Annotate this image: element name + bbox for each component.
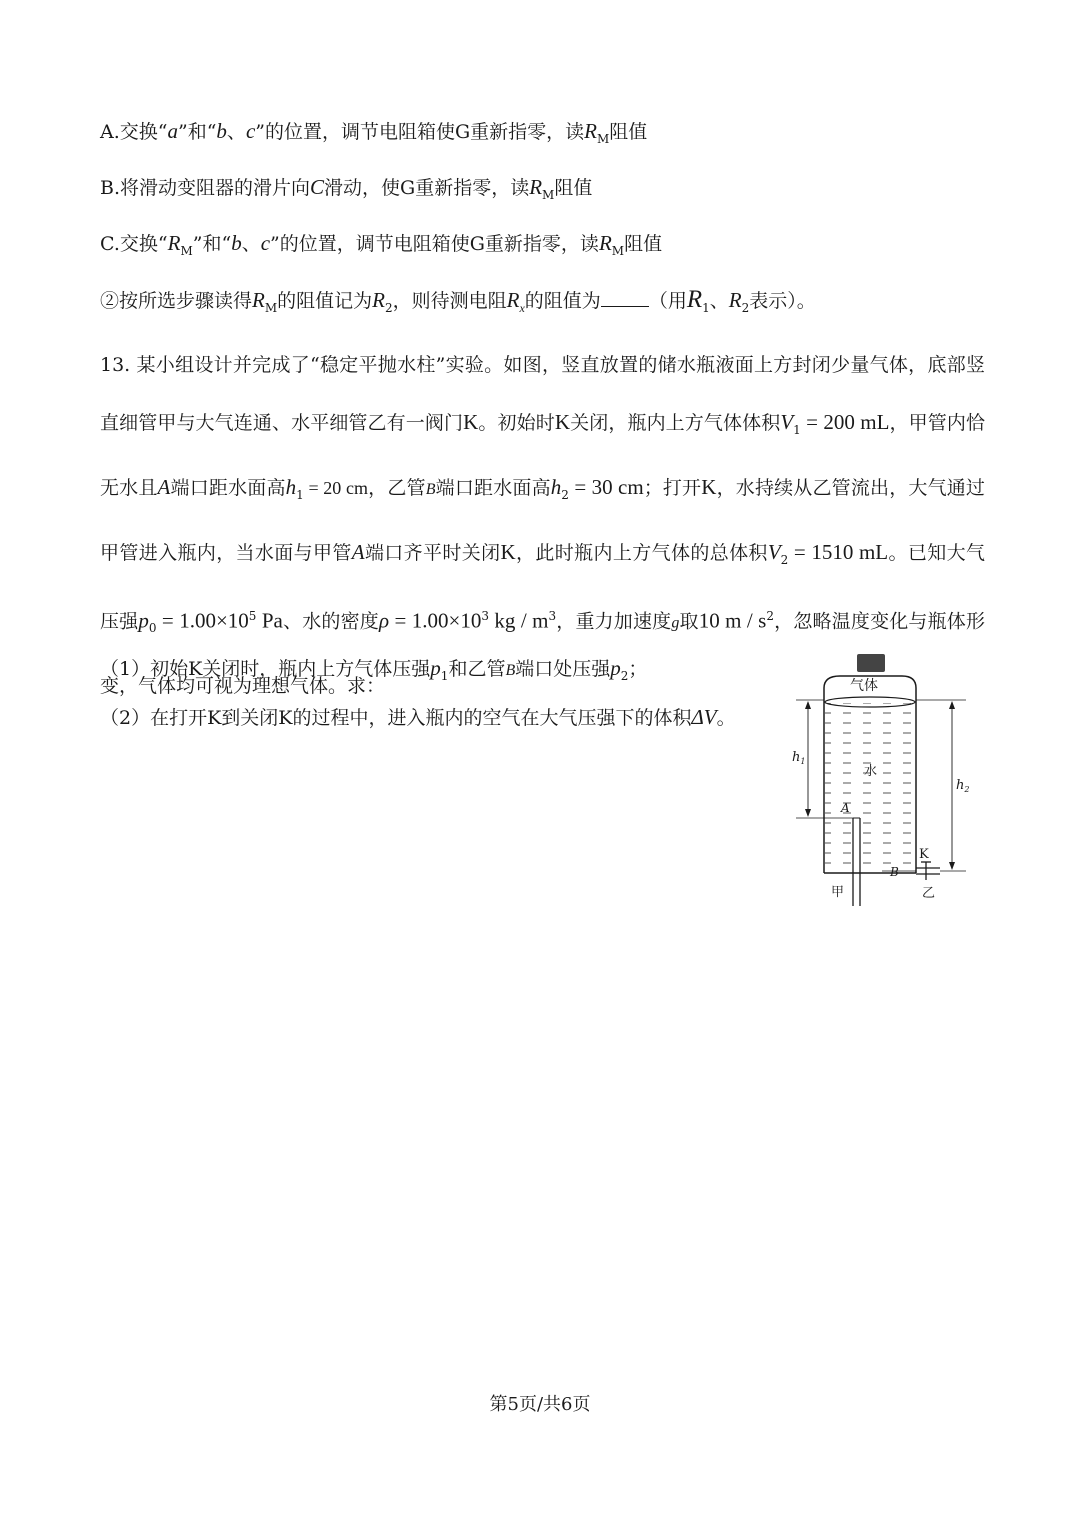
var-v2: V (767, 539, 781, 564)
value-h1: = 20 cm (303, 477, 368, 498)
superscript: 3 (548, 609, 557, 624)
tube-yi-label: 乙 (922, 886, 936, 901)
option-b-text: 滑动，使G重新指零，读 (324, 177, 530, 199)
option-c-text: 阻值 (624, 233, 663, 255)
q13-text: 13. 某小组设计并完成了“稳定平抛水柱”实验。如图，竖直放置的储水瓶液面上方封闭少量气体，底部竖直细管甲与大气连通、水平细管乙有一阀门 (100, 354, 985, 434)
port-a-label: A (841, 801, 850, 815)
subscript: 1 (296, 487, 304, 502)
var-rm: R (529, 175, 543, 199)
h1-arrow-head-bottom (805, 809, 811, 817)
step-2-text: 的阻值记为 (277, 290, 373, 312)
gas-label: 气体 (850, 678, 878, 694)
separator: 、 (241, 233, 261, 255)
var-r2: R (728, 288, 742, 312)
var-k: K (500, 539, 516, 564)
option-a-text: 阻值 (609, 121, 648, 143)
sub2-text: （2）在打开K到关闭K的过程中，进入瓶内的空气在大气压强下的体积 (100, 707, 692, 729)
var-c: c (245, 119, 256, 143)
var-a: a (167, 119, 178, 143)
var-a-port: A (351, 539, 365, 564)
var-delta-v: ΔV (691, 705, 717, 729)
sub1-text: ； (628, 658, 648, 680)
option-c-text: ”的位置，调节电阻箱使G重新指零，读 (270, 233, 599, 255)
subscript: M (264, 300, 278, 315)
q13-text: 端口距水面高 (170, 476, 286, 499)
var-k: K (554, 410, 571, 434)
water-body (825, 703, 915, 873)
q13-text: 、水的密度 (282, 610, 379, 633)
var-p0: p (138, 608, 149, 633)
var-v1: V (780, 410, 794, 434)
var-rm: R (167, 231, 181, 255)
separator: 、 (226, 121, 246, 143)
subscript: 2 (780, 552, 789, 567)
var-rm: R (252, 288, 265, 312)
step-2-text: ，则待测电阻 (392, 290, 507, 312)
var-c-upper: C (310, 175, 325, 199)
var-h2: h (550, 474, 562, 499)
step-2-text: 表示）。 (749, 290, 816, 312)
value-g: 10 m / s (698, 608, 767, 633)
var-b-port: B (425, 480, 436, 498)
h2-label: $h_2$ (956, 778, 970, 794)
option-c-text: C.交换“ (100, 233, 168, 255)
port-b-label: B (890, 865, 899, 879)
var-rx: R (506, 288, 520, 312)
value-p0: = 1.00×10 (156, 608, 249, 633)
step-2-text: ②按所选步骤读得 (100, 290, 253, 312)
subscript: M (180, 243, 193, 258)
var-h1: h (285, 474, 297, 499)
var-p1: p (430, 656, 441, 680)
step-2-text: 的阻值为 (524, 290, 601, 312)
subscript: 2 (561, 487, 569, 502)
q13-text: 关闭，瓶内上方气体体积 (570, 412, 781, 434)
step-2-text: 、 (709, 290, 729, 312)
var-b: b (231, 231, 242, 255)
step-2 (100, 287, 816, 321)
subscript: M (542, 187, 555, 202)
q13-text: 取 (679, 610, 699, 633)
option-a-text: ”的位置，调节电阻箱使G重新指零，读 (255, 121, 585, 143)
sub1-text: 端口处压强 (515, 658, 611, 680)
unit-density: kg / m (488, 608, 549, 633)
value-rho: = 1.00×10 (389, 608, 482, 633)
q13-text: ，水持续从乙管流出，大气通过甲管进入瓶内，当水面与甲管 (100, 476, 985, 564)
var-a-port: A (157, 474, 171, 499)
var-p2: p (610, 656, 621, 680)
q13-text: ，乙管 (367, 476, 426, 499)
var-c: c (260, 231, 271, 255)
subscript: x (519, 300, 525, 315)
q13-text: ，忽略温度变化与瓶体形变，气体均可视为理想气体。求： (100, 610, 985, 697)
q13-text: 端口齐平时关闭 (364, 541, 501, 564)
h1-arrow-head-top (805, 701, 811, 709)
h2-arrow-head-top (949, 701, 955, 709)
q13-text: ；打开 (643, 476, 702, 499)
step-2-text: （用 (648, 290, 687, 312)
valve-k-label: K (919, 847, 929, 862)
q13-text: 端口距水面高 (435, 476, 551, 499)
value-h2: = 30 cm (568, 474, 644, 499)
sub2-text: 。 (716, 707, 736, 729)
var-rm: R (584, 119, 597, 143)
sub-question-2 (100, 704, 736, 731)
unit-pa: Pa (256, 608, 283, 633)
bottle-diagram (780, 648, 990, 910)
var-b-port: B (505, 662, 516, 679)
option-b-text: 阻值 (554, 177, 593, 199)
superscript: 2 (766, 609, 774, 624)
option-c (100, 230, 662, 264)
superscript: 5 (248, 609, 257, 624)
q13-text: ，此时瓶内上方气体的总体积 (515, 541, 768, 564)
sub1-text: （1）初始K关闭时，瓶内上方气体压强 (100, 658, 431, 680)
h2-arrow-head-bottom (949, 862, 955, 870)
var-k: K (701, 474, 717, 499)
subscript: M (611, 243, 625, 258)
water-label: 水 (864, 764, 878, 779)
var-k: K (463, 410, 479, 434)
subscript: 1 (440, 668, 449, 683)
value-v1: = 200 mL (800, 410, 890, 434)
subscript: 2 (620, 668, 629, 683)
subscript: 1 (793, 422, 801, 437)
tube-jia-label: 甲 (831, 885, 845, 900)
subscript: 1 (702, 300, 710, 315)
var-rho: ρ (378, 608, 390, 633)
q13-text: 。已知大气压强 (100, 541, 985, 633)
subscript: 2 (741, 300, 750, 315)
subscript: 2 (384, 300, 393, 315)
option-c-text: ”和“ (192, 233, 232, 255)
var-r2: R (372, 288, 385, 312)
superscript: 3 (481, 609, 489, 624)
var-b: b (216, 119, 227, 143)
h1-label: $h_1$ (792, 750, 806, 766)
q13-text: 。初始时 (478, 412, 555, 434)
sub1-text: 和乙管 (448, 658, 506, 680)
subscript: 0 (148, 621, 157, 636)
option-a-text: A.交换“ (100, 121, 168, 143)
var-r1: R (686, 286, 703, 313)
option-b-text: B.将滑动变阻器的滑片向 (100, 177, 311, 199)
answer-blank (601, 288, 649, 307)
page-footer: 第5页/共6页 (489, 1394, 591, 1415)
bottle-cap (857, 654, 885, 672)
q13-text: ，甲管内恰无水且 (100, 412, 985, 499)
option-b (100, 174, 592, 208)
sub-question-1 (100, 655, 647, 689)
var-rm: R (598, 231, 612, 255)
option-a-text: ”和“ (177, 121, 217, 143)
value-v2: = 1510 mL (788, 539, 889, 564)
subscript: M (597, 131, 610, 146)
var-g: g (671, 614, 680, 632)
option-a (100, 118, 647, 152)
q13-text: ，重力加速度 (556, 610, 672, 633)
